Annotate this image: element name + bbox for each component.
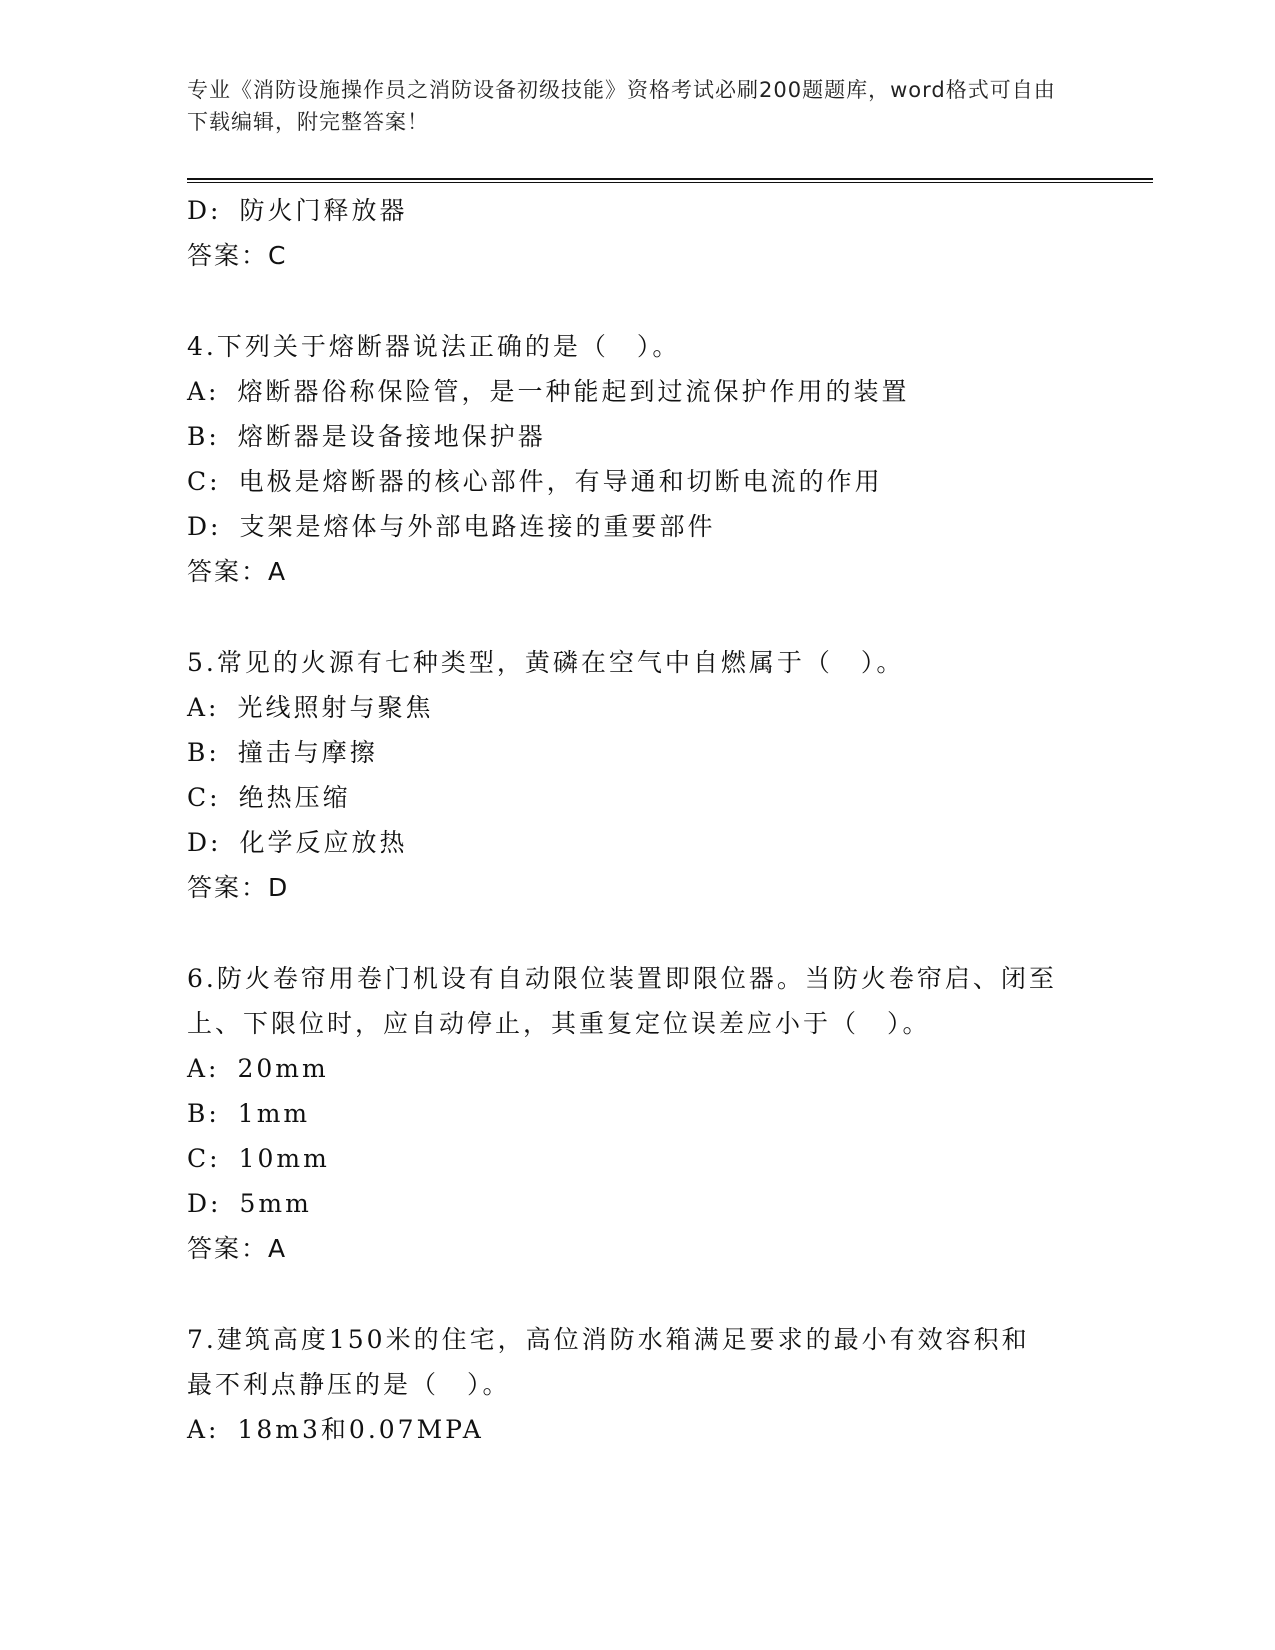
option-letter: B: (187, 1099, 220, 1128)
option-b (187, 1091, 1057, 1136)
option-text: 10mm (238, 1144, 330, 1173)
option-letter: B: (187, 422, 220, 451)
question-stem: 7.建筑高度150米的住宅，高位消防水箱满足要求的最小有效容积和最不利点静压的是（ ）。 (187, 1325, 1030, 1399)
answer-label: 答案：C (187, 241, 288, 270)
option-text: 光线照射与聚焦 (237, 693, 434, 722)
option-letter: B: (187, 738, 220, 767)
answer-label: 答案：A (187, 557, 288, 586)
option-d (187, 820, 1057, 865)
option-d (187, 1181, 1057, 1226)
answer-label: 答案：D (187, 873, 290, 902)
option-letter: D: (187, 196, 222, 225)
option-letter: D: (187, 828, 222, 857)
option-a (187, 1407, 1057, 1452)
document-title: 专业《消防设施操作员之消防设备初级技能》资格考试必刷200题题库，word格式可自由下载编辑，附完整答案！ (187, 78, 1056, 134)
option-d (187, 188, 1057, 233)
question-stem: 4.下列关于熔断器说法正确的是（ ）。 (187, 332, 681, 361)
option-letter: D: (187, 1189, 222, 1218)
option-text: 熔断器俗称保险管，是一种能起到过流保护作用的装置 (237, 377, 910, 406)
question-4 (187, 324, 1057, 594)
option-letter: A: (187, 1415, 220, 1444)
answer-label: 答案：A (187, 1234, 288, 1263)
option-d (187, 504, 1057, 549)
option-letter: A: (187, 377, 220, 406)
option-a (187, 685, 1057, 730)
option-text: 5mm (239, 1189, 312, 1218)
option-letter: C: (187, 783, 221, 812)
page-header (187, 74, 1067, 138)
option-c (187, 1136, 1057, 1181)
option-b (187, 414, 1057, 459)
option-text: 绝热压缩 (238, 783, 351, 812)
question-5 (187, 640, 1057, 910)
option-b (187, 730, 1057, 775)
option-c (187, 775, 1057, 820)
option-letter: A: (187, 693, 220, 722)
option-text: 撞击与摩擦 (237, 738, 378, 767)
question-7 (187, 1317, 1057, 1452)
option-text: 20mm (237, 1054, 329, 1083)
option-a (187, 369, 1057, 414)
option-text: 支架是熔体与外部电路连接的重要部件 (239, 512, 716, 541)
option-text: 熔断器是设备接地保护器 (237, 422, 546, 451)
option-letter: C: (187, 1144, 221, 1173)
option-letter: A: (187, 1054, 220, 1083)
question-stem: 6.防火卷帘用卷门机设有自动限位装置即限位器。当防火卷帘启、闭至上、下限位时，应自动停止，其重复定位误差应小于（ ）。 (187, 964, 1057, 1038)
option-letter: D: (187, 512, 222, 541)
option-letter: C: (187, 467, 221, 496)
option-text: 防火门释放器 (239, 196, 408, 225)
header-divider-thin (187, 182, 1153, 183)
header-divider (187, 178, 1153, 180)
option-c (187, 459, 1057, 504)
option-text: 18m3和0.07MPA (237, 1415, 484, 1444)
previous-question-fragment (187, 188, 1057, 278)
question-6 (187, 956, 1057, 1271)
option-text: 化学反应放热 (239, 828, 408, 857)
option-text: 电极是熔断器的核心部件，有导通和切断电流的作用 (238, 467, 883, 496)
question-list (187, 188, 1057, 1452)
option-a (187, 1046, 1057, 1091)
question-stem: 5.常见的火源有七种类型，黄磷在空气中自燃属于（ ）。 (187, 648, 905, 677)
option-text: 1mm (237, 1099, 311, 1128)
